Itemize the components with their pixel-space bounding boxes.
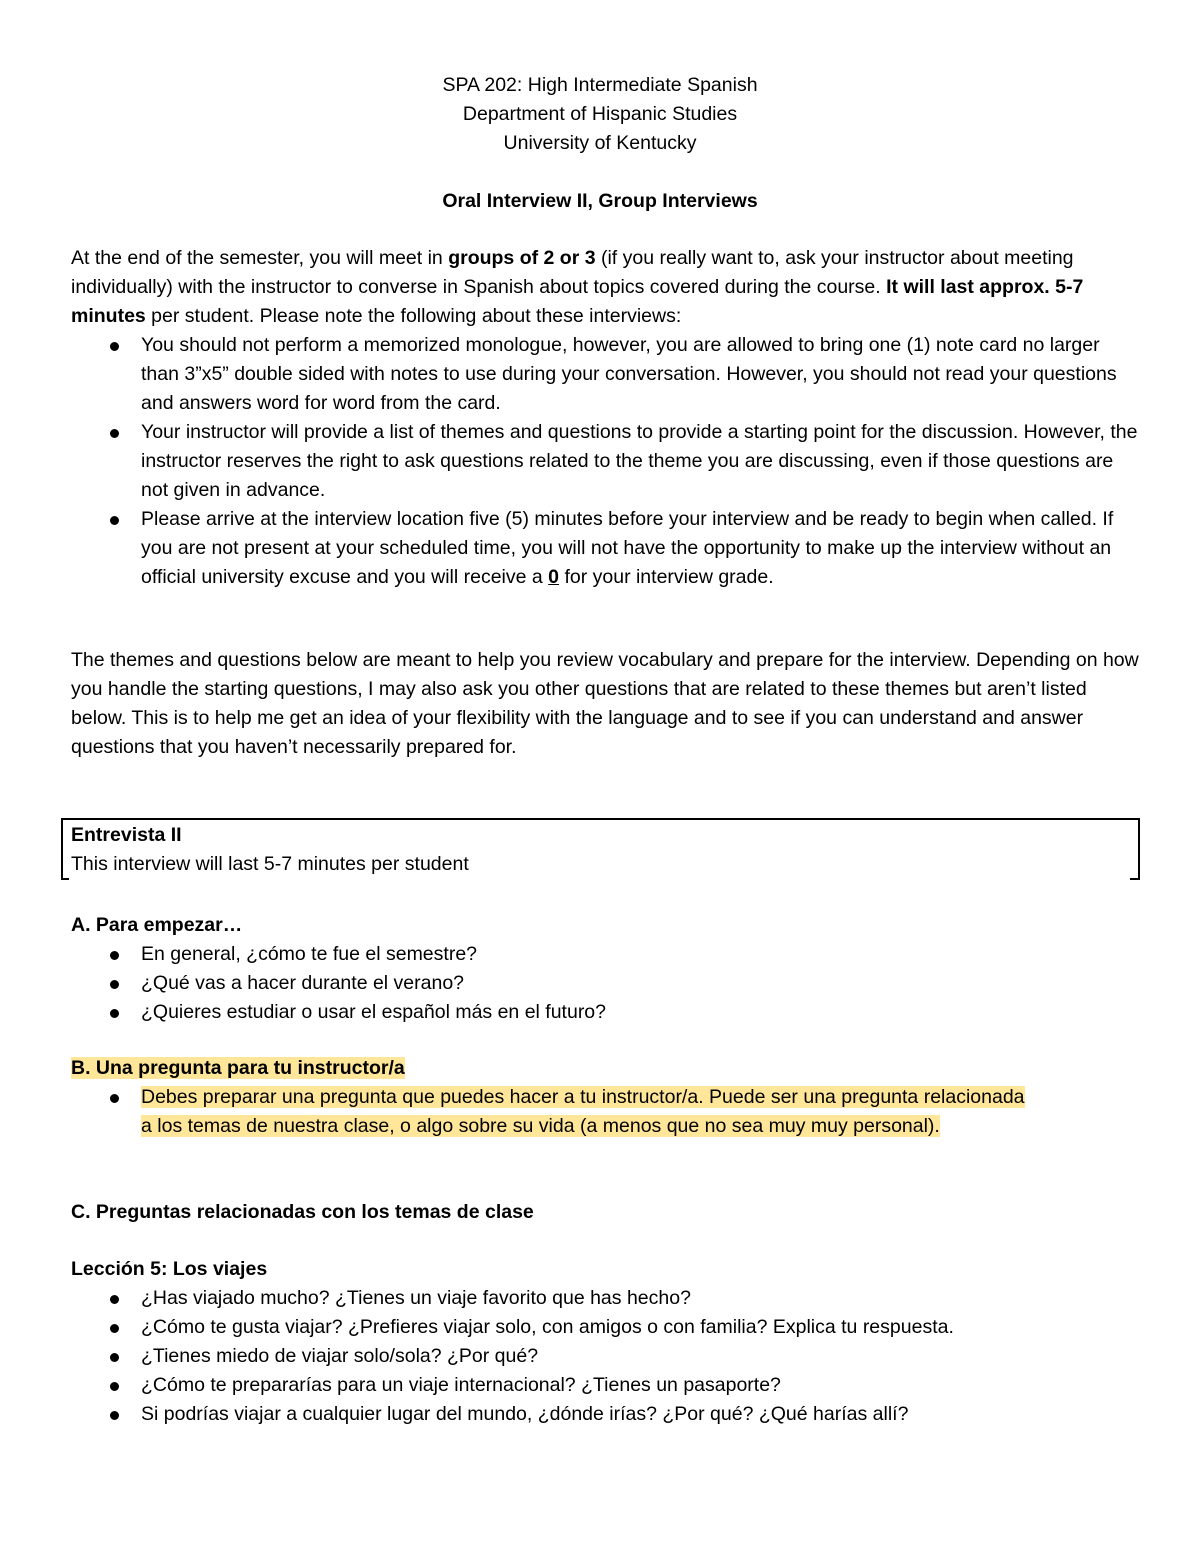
document-title: Oral Interview II, Group Interviews bbox=[442, 190, 758, 212]
rules-list bbox=[71, 331, 1141, 592]
intro-text-2: (if you really want to, ask your instructor about meeting individually) with the instructor to converse in Spanish about topics covered during the course. bbox=[71, 247, 1074, 298]
section-a bbox=[71, 911, 1141, 1027]
question-text: ¿Qué vas a hacer durante el verano? bbox=[141, 972, 465, 994]
bullet-icon bbox=[110, 429, 119, 438]
question-text: ¿Quieres estudiar o usar el español más en el futuro? bbox=[141, 1001, 607, 1023]
section-c bbox=[71, 1198, 1141, 1227]
bullet-icon bbox=[110, 1353, 119, 1362]
list-item bbox=[71, 1083, 1141, 1141]
interview-info-box bbox=[61, 818, 1139, 880]
box-content bbox=[71, 821, 469, 879]
question-text: ¿Has viajado mucho? ¿Tienes un viaje favorito que has hecho? bbox=[141, 1287, 691, 1309]
question-text: ¿Tienes miedo de viajar solo/sola? ¿Por qué? bbox=[141, 1345, 539, 1367]
bullet-icon bbox=[110, 1295, 119, 1304]
list-item bbox=[71, 505, 1141, 592]
bullet-icon bbox=[110, 1324, 119, 1333]
list-item bbox=[71, 998, 1141, 1027]
list-item bbox=[71, 1284, 1141, 1313]
question-text: ¿Cómo te gusta viajar? ¿Prefieres viajar solo, con amigos o con familia? Explica tu respuesta. bbox=[141, 1316, 954, 1338]
bullet-icon bbox=[110, 516, 119, 525]
bullet-icon bbox=[110, 951, 119, 960]
course-name: SPA 202: High Intermediate Spanish bbox=[442, 74, 758, 96]
box-title: Entrevista II bbox=[71, 824, 182, 846]
intro-bold-duration: It will last approx. 5-7 minutes bbox=[71, 276, 1084, 327]
bullet-icon bbox=[110, 342, 119, 351]
department-name: Department of Hispanic Studies bbox=[462, 103, 738, 125]
intro-section bbox=[71, 244, 1141, 592]
list-item bbox=[71, 1342, 1141, 1371]
intro-text-3: per student. Please note the following about these interviews: bbox=[145, 305, 682, 327]
section-a-list bbox=[71, 940, 1141, 1027]
list-item bbox=[71, 1313, 1141, 1342]
section-a-heading: A. Para empezar… bbox=[71, 914, 243, 936]
themes-paragraph: The themes and questions below are meant to help you review vocabulary and prepare for the interview. Depending on how you handle the starting questions, I may also ask you other questions that are related to these themes but aren’t listed below. This is to help me get an idea of your flexibility with the language and to see if you can understand and answer questions that you haven’t necessarily prepared for. bbox=[71, 649, 1139, 758]
bullet-icon bbox=[110, 980, 119, 989]
box-corner-right bbox=[1130, 878, 1138, 880]
box-subtitle: This interview will last 5-7 minutes per student bbox=[71, 853, 469, 875]
intro-bold-groups: groups of 2 or 3 bbox=[448, 247, 596, 269]
question-text: Si podrías viajar a cualquier lugar del mundo, ¿dónde irías? ¿Por qué? ¿Qué harías allí? bbox=[141, 1403, 909, 1425]
rule-text: You should not perform a memorized monologue, however, you are allowed to bring one (1) note card no larger than 3”x5” double sided with notes to use during your conversation. However, you should not read your questions and answers word for word from the card. bbox=[141, 334, 1117, 414]
list-item bbox=[71, 331, 1141, 418]
themes-section bbox=[71, 646, 1141, 762]
rule-text: Your instructor will provide a list of themes and questions to provide a starting point for the discussion. However, the instructor reserves the right to ask questions related to the theme you are discussing, even if those questions are not given in advance. bbox=[141, 421, 1138, 501]
section-b-heading: B. Una pregunta para tu instructor/a bbox=[71, 1057, 405, 1079]
bullet-icon bbox=[110, 1382, 119, 1391]
box-corner-left bbox=[61, 878, 69, 880]
lesson-5-section bbox=[71, 1255, 1141, 1429]
bullet-icon bbox=[110, 1094, 119, 1103]
list-item bbox=[71, 1400, 1141, 1429]
lesson-5-list bbox=[71, 1284, 1141, 1429]
bullet-icon bbox=[110, 1009, 119, 1018]
rule-text: for your interview grade. bbox=[559, 566, 774, 588]
intro-text-1: At the end of the semester, you will meet in bbox=[71, 247, 449, 269]
list-item bbox=[71, 969, 1141, 998]
zero-grade: 0 bbox=[548, 566, 560, 588]
rule-text: Please arrive at the interview location five (5) minutes before your interview and be ready to begin when called. If you are not present at your scheduled time, you will not have the opportunity to make up the interview without an official university excuse and you will receive a bbox=[141, 508, 1114, 588]
list-item bbox=[71, 1371, 1141, 1400]
document-header bbox=[0, 71, 1200, 158]
highlighted-text-line-2: a los temas de nuestra clase, o algo sobre su vida (a menos que no sea muy muy personal). bbox=[141, 1115, 940, 1137]
question-text: ¿Cómo te prepararías para un viaje internacional? ¿Tienes un pasaporte? bbox=[141, 1374, 781, 1396]
lesson-heading: Lección 5: Los viajes bbox=[71, 1258, 268, 1280]
section-b-list bbox=[71, 1083, 1141, 1141]
section-b bbox=[71, 1054, 1141, 1141]
list-item bbox=[71, 940, 1141, 969]
highlighted-text-line-1: Debes preparar una pregunta que puedes hacer a tu instructor/a. Puede ser una pregunta relacionada bbox=[141, 1086, 1025, 1108]
intro-paragraph bbox=[71, 244, 1141, 331]
list-item bbox=[71, 418, 1141, 505]
university-name: University of Kentucky bbox=[503, 132, 697, 154]
bullet-icon bbox=[110, 1411, 119, 1420]
question-text: En general, ¿cómo te fue el semestre? bbox=[141, 943, 478, 965]
section-c-heading: C. Preguntas relacionadas con los temas de clase bbox=[71, 1201, 534, 1223]
